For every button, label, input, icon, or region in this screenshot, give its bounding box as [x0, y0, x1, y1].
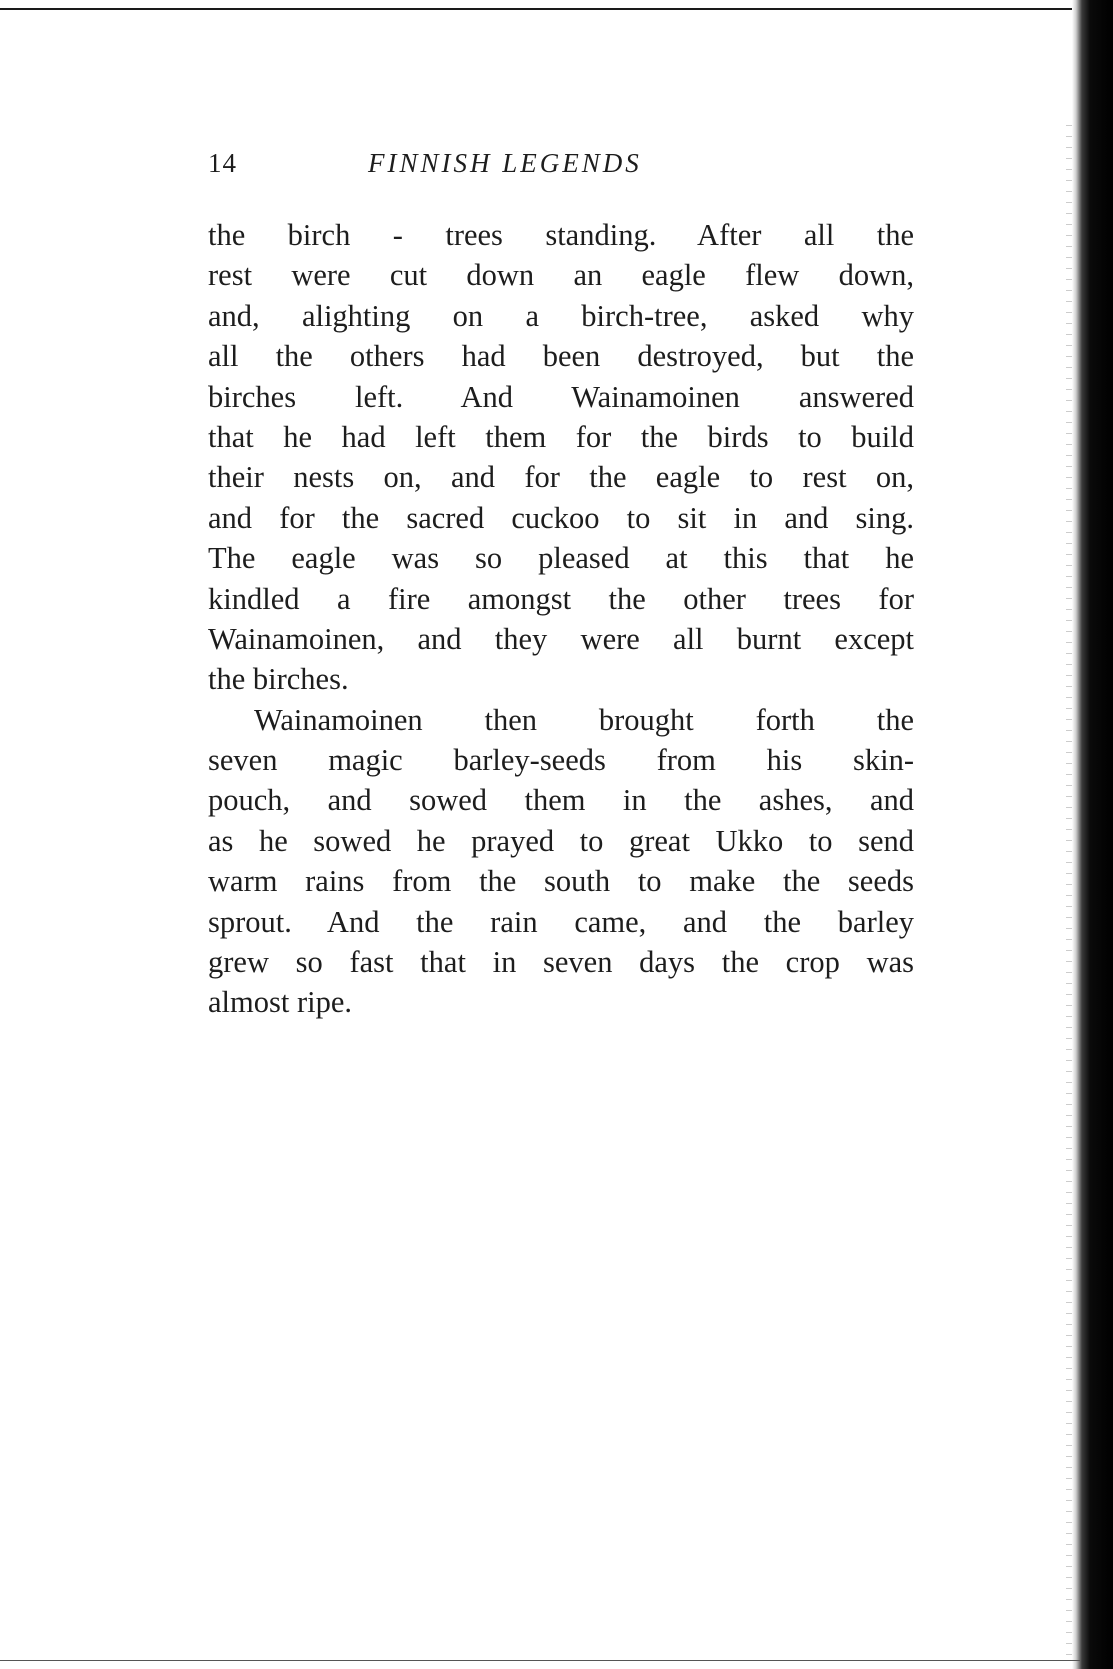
text-line: that he had left them for the birds to build — [208, 419, 914, 454]
text-line: Wainamoinen then brought forth the — [254, 702, 914, 737]
text-line: all the others had been destroyed, but the — [208, 339, 914, 374]
top-scan-edge — [0, 8, 1080, 10]
page-header — [208, 148, 928, 188]
paragraph-1 — [208, 215, 914, 700]
text-line: The eagle was so pleased at this that he — [208, 541, 914, 576]
bottom-scan-edge — [0, 1660, 1080, 1661]
text-line: their nests on, and for the eagle to rest on, — [208, 460, 914, 495]
text-line: and for the sacred cuckoo to sit in and sing. — [208, 500, 914, 535]
body-text — [208, 215, 914, 1023]
text-line: sprout. And the rain came, and the barley — [208, 904, 914, 939]
text-line: as he sowed he prayed to great Ukko to send — [208, 823, 914, 858]
text-line: almost ripe. — [208, 985, 352, 1020]
text-line: birches left. And Wainamoinen answered — [208, 379, 914, 414]
binding-shadow — [1072, 0, 1113, 1669]
text-line: kindled a fire amongst the other trees for — [208, 581, 914, 616]
text-line: warm rains from the south to make the seeds — [208, 864, 914, 899]
text-line: grew so fast that in seven days the crop was — [208, 945, 914, 980]
text-line: rest were cut down an eagle flew down, — [208, 258, 914, 293]
text-line: the birch - trees standing. After all the — [208, 218, 914, 252]
text-line: pouch, and sowed them in the ashes, and — [208, 783, 914, 818]
text-line: the birches. — [208, 662, 349, 697]
paragraph-2 — [208, 700, 914, 1023]
text-line: seven magic barley-seeds from his skin- — [208, 743, 914, 778]
text-line: Wainamoinen, and they were all burnt except — [208, 621, 914, 656]
page-number: 14 — [208, 148, 237, 178]
running-title: FINNISH LEGENDS — [368, 148, 642, 178]
text-line: and, alighting on a birch-tree, asked why — [208, 298, 914, 333]
